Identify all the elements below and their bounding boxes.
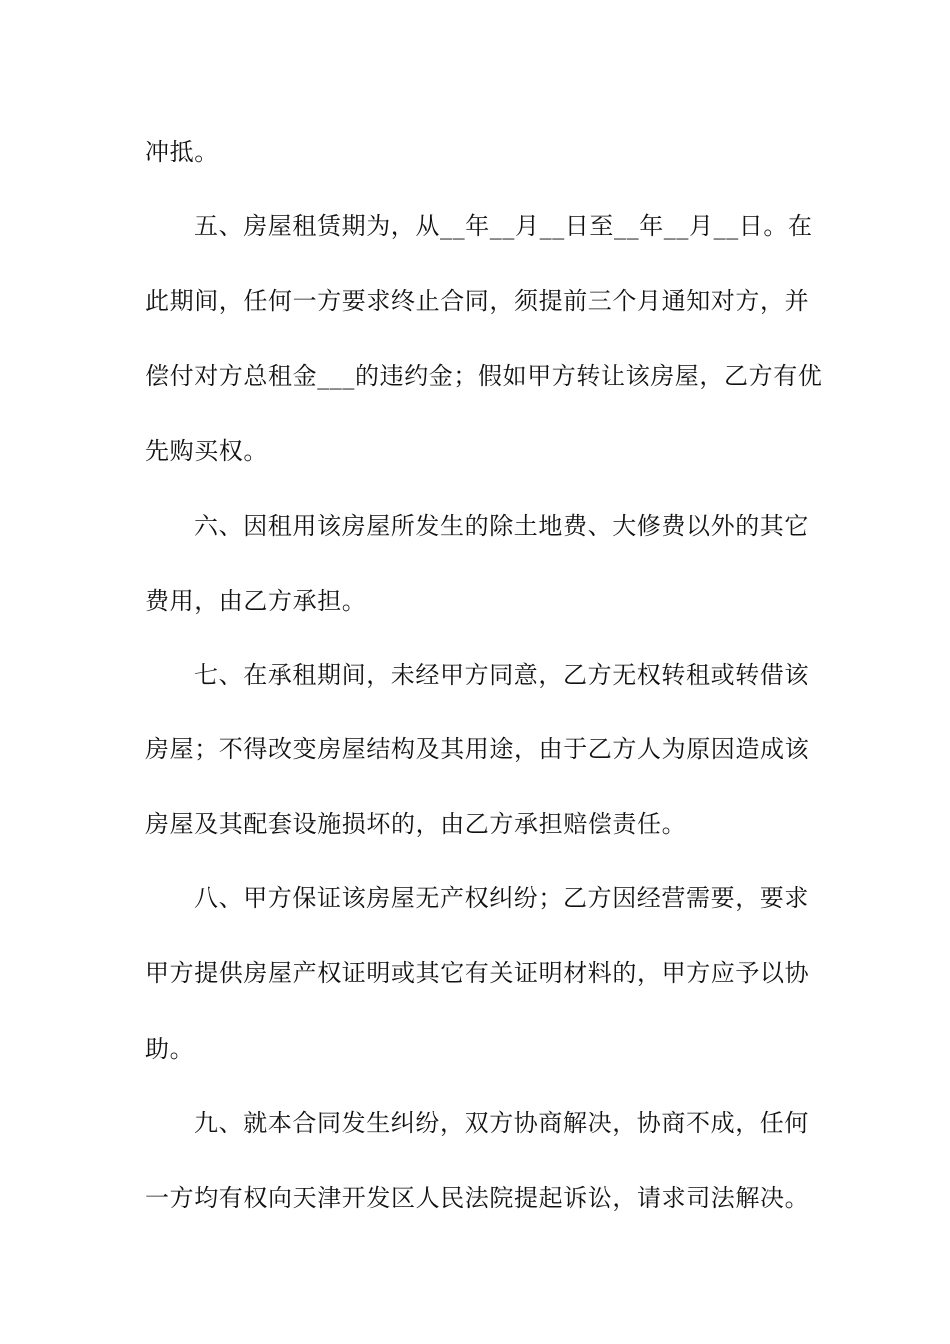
clause-5-line-3: 偿付对方总租金___的违约金；假如甲方转让该房屋，乙方有优 <box>145 362 823 390</box>
clause-9-line-1: 九、就本合同发生纠纷，双方协商解决，协商不成，任何 <box>194 1109 809 1137</box>
clause-8-line-2: 甲方提供房屋产权证明或其它有关证明材料的，甲方应予以协 <box>145 959 810 987</box>
clause-9-line-2: 一方均有权向天津开发区人民法院提起诉讼，请求司法解决。 <box>145 1184 810 1212</box>
clause-8-line-1: 八、甲方保证该房屋无产权纠纷；乙方因经营需要，要求 <box>194 884 809 912</box>
clause-7-line-3: 房屋及其配套设施损坏的，由乙方承担赔偿责任。 <box>145 810 687 838</box>
clause-5-line-4: 先购买权。 <box>145 437 268 465</box>
clause-7-line-2: 房屋；不得改变房屋结构及其用途，由于乙方人为原因造成该 <box>145 735 810 763</box>
clause-6-line-2: 费用，由乙方承担。 <box>145 587 367 615</box>
text-line-1: 冲抵。 <box>145 138 219 166</box>
clause-8-line-3: 助。 <box>145 1035 195 1063</box>
clause-5-line-2: 此期间，任何一方要求终止合同，须提前三个月通知对方，并 <box>145 287 810 315</box>
clause-6-line-1: 六、因租用该房屋所发生的除土地费、大修费以外的其它 <box>194 512 809 540</box>
clause-5-line-1: 五、房屋租赁期为，从__年__月__日至__年__月__日。在 <box>194 212 813 240</box>
clause-7-line-1: 七、在承租期间，未经甲方同意，乙方无权转租或转借该 <box>194 661 809 689</box>
